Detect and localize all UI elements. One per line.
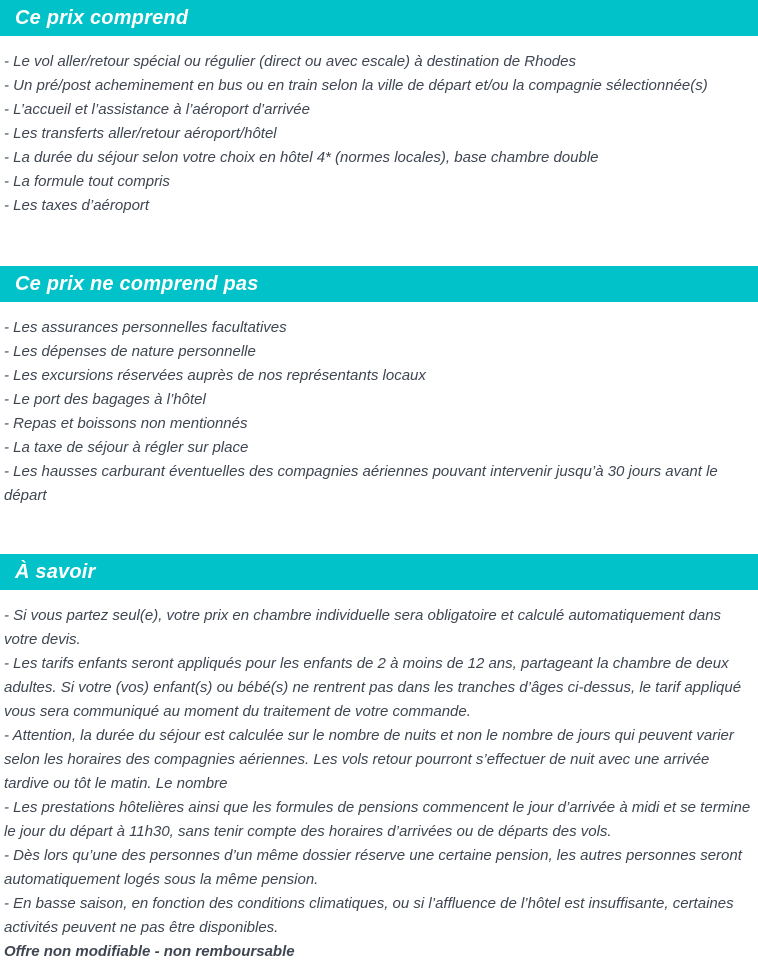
- included-list-item: - Les taxes d’aéroport: [4, 197, 150, 214]
- included-list-item: - Les transferts aller/retour aéroport/hôtel: [4, 125, 277, 142]
- to-know-paragraph: - Dès lors qu’une des personnes d’un même dossier réserve une certaine pension, les autres personnes seront automatiquement logés sous la même pension.: [4, 847, 742, 888]
- included-list-item: - La formule tout compris: [4, 173, 170, 190]
- section-included-title: Ce prix comprend: [15, 6, 189, 29]
- section-not-included: [0, 266, 758, 554]
- not-included-list-item: - La taxe de séjour à régler sur place: [4, 439, 249, 456]
- section-to-know-header: [0, 554, 758, 590]
- to-know-paragraph: - En basse saison, en fonction des conditions climatiques, ou si l’affluence de l’hôtel est insuffisante, certaines activités peuvent ne pas être disponibles.: [4, 895, 734, 936]
- section-to-know-body: [0, 590, 758, 972]
- included-list-item: - La durée du séjour selon votre choix en hôtel 4* (normes locales), base chambre double: [4, 149, 599, 166]
- section-to-know-paragraphs: [4, 604, 752, 940]
- not-included-list-item: - Les excursions réservées auprès de nos représentants locaux: [4, 367, 426, 384]
- not-included-list-item: - Les hausses carburant éventuelles des compagnies aériennes pouvant intervenir jusqu’à 30 jours avant le départ: [4, 463, 718, 504]
- section-included-list: [0, 36, 758, 266]
- section-included: [0, 0, 758, 266]
- section-to-know-title: À savoir: [15, 560, 96, 583]
- to-know-paragraph: - Attention, la durée du séjour est calculée sur le nombre de nuits et non le nombre de jours qui peuvent varier selon les horaires des compagnies aériennes. Les vols retour pourront s’effectuer de nuit avec une arrivée tardive ou tôt le matin. Le nombre: [4, 727, 734, 792]
- not-included-list-item: - Le port des bagages à l’hôtel: [4, 391, 206, 408]
- not-included-list-item: - Les dépenses de nature personnelle: [4, 343, 256, 360]
- section-to-know: [0, 554, 758, 972]
- included-list-item: - L’accueil et l’assistance à l’aéroport d’arrivée: [4, 101, 310, 118]
- included-list-item: - Un pré/post acheminement en bus ou en train selon la ville de départ et/ou la compagnie sélectionnée(s): [4, 77, 708, 94]
- to-know-paragraph: - Les tarifs enfants seront appliqués pour les enfants de 2 à moins de 12 ans, partageant la chambre de deux adultes. Si votre (vos) enfant(s) ou bébé(s) ne rentrent pas dans les tranches d’âges ci-dessus, le tarif appliqué vous sera communiqué au moment du traitement de votre commande.: [4, 655, 742, 720]
- to-know-paragraph: - Les prestations hôtelières ainsi que les formules de pensions commencent le jour d’arrivée à midi et se termine le jour du départ à 11h30, sans tenir compte des horaires d’arrivées ou de départs des vols.: [4, 799, 751, 840]
- to-know-paragraph: - Si vous partez seul(e), votre prix en chambre individuelle sera obligatoire et calculé automatiquement dans votre devis.: [4, 607, 722, 648]
- section-not-included-title: Ce prix ne comprend pas: [15, 272, 259, 295]
- section-not-included-header: [0, 266, 758, 302]
- section-included-header: [0, 0, 758, 36]
- section-not-included-list: [0, 302, 758, 554]
- not-included-list-item: - Les assurances personnelles facultatives: [4, 319, 287, 336]
- included-list-item: - Le vol aller/retour spécial ou régulier (direct ou avec escale) à destination de Rhodes: [4, 53, 576, 70]
- non-refundable-note: Offre non modifiable - non remboursable: [4, 943, 295, 960]
- not-included-list-item: - Repas et boissons non mentionnés: [4, 415, 248, 432]
